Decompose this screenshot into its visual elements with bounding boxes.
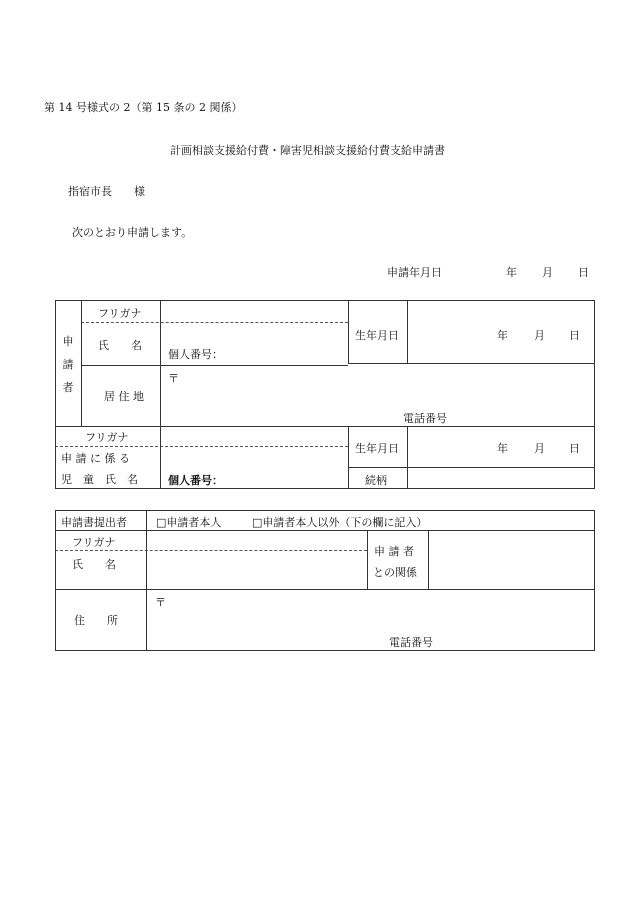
submitter-address-label: 住 所 — [74, 614, 118, 627]
submitter-label: 申請書提出者 — [61, 516, 127, 529]
child-label-line2: 児 童 氏 名 — [61, 473, 138, 486]
applicant-birth-day[interactable]: 日 — [569, 329, 580, 342]
child-birth-month[interactable]: 月 — [534, 442, 545, 455]
submitter-name-label: 氏 名 — [72, 558, 116, 571]
applicant-postal-mark: 〒 — [168, 372, 179, 385]
intro-text: 次のとおり申請します。 — [72, 226, 193, 239]
child-label-line1: 申 請 に 係 る — [61, 452, 130, 465]
child-kojin-label: 個人番号： — [168, 474, 223, 487]
applicant-birth-label: 生年月日 — [355, 329, 399, 342]
child-relation-label: 続柄 — [365, 474, 387, 487]
applicant-phone-label: 電話番号 — [403, 412, 447, 425]
child-furigana-label: フリガナ — [85, 431, 129, 444]
form-number: 第 14 号様式の 2（第 15 条の 2 関係） — [44, 101, 243, 114]
submitter-relation-line2: との関係 — [373, 566, 417, 579]
applicant-birth-year[interactable]: 年 — [497, 329, 508, 342]
submitter-postal-mark: 〒 — [155, 596, 166, 609]
form-title: 計画相談支援給付費・障害児相談支援給付費支給申請書 — [170, 144, 445, 157]
applicant-birth-month[interactable]: 月 — [534, 329, 545, 342]
applicant-name-label: 氏 名 — [98, 339, 142, 352]
child-birth-day[interactable]: 日 — [569, 442, 580, 455]
submitter-option-other[interactable]: □申請者本人以外（下の欄に記入） — [252, 516, 428, 529]
applicant-furigana-label: フリガナ — [98, 307, 142, 320]
application-date-day[interactable]: 日 — [578, 266, 589, 279]
child-birth-label: 生年月日 — [355, 442, 399, 455]
submitter-phone-label: 電話番号 — [389, 636, 433, 649]
child-birth-year[interactable]: 年 — [497, 442, 508, 455]
applicant-section-label-3: 者 — [62, 381, 74, 394]
application-date-year[interactable]: 年 — [506, 266, 517, 279]
applicant-section-label-1: 申 — [62, 335, 74, 348]
applicant-section-label-2: 請 — [62, 358, 74, 371]
applicant-kojin-label: 個人番号： — [168, 348, 223, 361]
applicant-address-label: 居 住 地 — [104, 390, 144, 403]
submitter-option-self[interactable]: □申請者本人 — [156, 516, 222, 529]
submitter-relation-line1: 申 請 者 — [374, 545, 414, 558]
application-date-month[interactable]: 月 — [542, 266, 553, 279]
addressee: 指宿市長 様 — [68, 185, 145, 198]
application-date-label: 申請年月日 — [387, 266, 442, 279]
submitter-furigana-label: フリガナ — [72, 536, 116, 549]
